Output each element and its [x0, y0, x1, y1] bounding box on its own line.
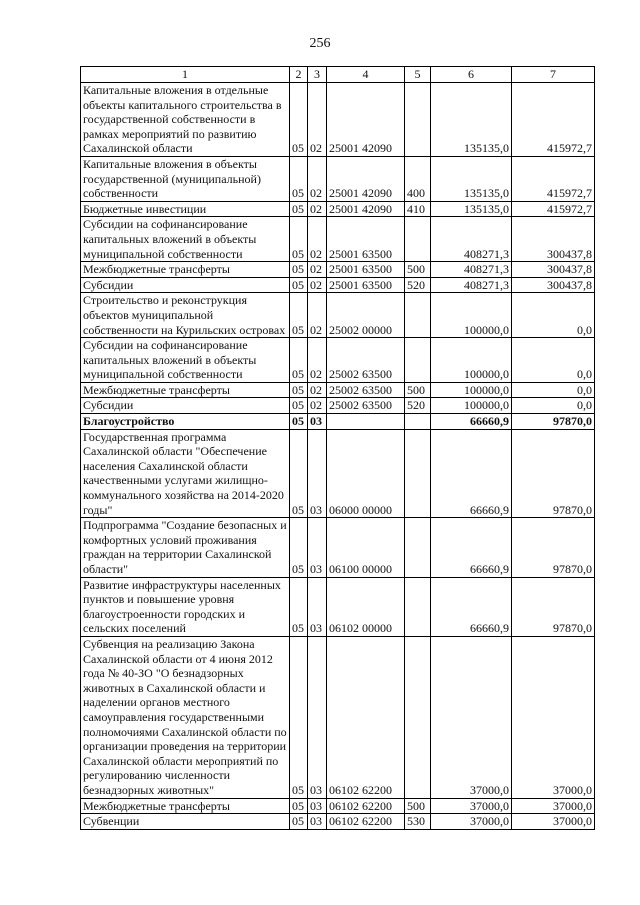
subsection-code-cell: 02	[308, 83, 327, 157]
amount-col6-cell: 135135,0	[431, 201, 512, 217]
table-row	[81, 382, 595, 398]
expense-type-cell	[405, 429, 431, 518]
section-code-cell: 05	[290, 277, 308, 293]
expense-type-cell: 500	[405, 798, 431, 814]
amount-col7-cell: 415972,7	[512, 201, 595, 217]
section-code-cell: 05	[290, 338, 308, 383]
amount-col7-cell: 37000,0	[512, 814, 595, 830]
expense-type-cell	[405, 636, 431, 798]
target-article-cell: 25001 42090	[327, 83, 405, 157]
row-name-cell: Благоустройство	[81, 414, 290, 430]
header-cell: 7	[512, 67, 595, 83]
table-row	[81, 414, 595, 430]
amount-col6-cell: 408271,3	[431, 277, 512, 293]
subsection-code-cell: 02	[308, 382, 327, 398]
table-row	[81, 798, 595, 814]
table-row	[81, 293, 595, 338]
subsection-code-cell: 03	[308, 429, 327, 518]
section-code-cell: 05	[290, 414, 308, 430]
section-code-cell: 05	[290, 156, 308, 201]
expense-type-cell: 520	[405, 398, 431, 414]
section-code-cell: 05	[290, 201, 308, 217]
header-cell: 6	[431, 67, 512, 83]
header-cell: 1	[81, 67, 290, 83]
expense-type-cell	[405, 338, 431, 383]
subsection-code-cell: 02	[308, 277, 327, 293]
target-article-cell: 06102 00000	[327, 577, 405, 636]
table-row	[81, 398, 595, 414]
section-code-cell: 05	[290, 382, 308, 398]
section-code-cell: 05	[290, 636, 308, 798]
amount-col7-cell: 300437,8	[512, 277, 595, 293]
section-code-cell: 05	[290, 518, 308, 577]
page-number: 256	[309, 36, 331, 51]
expense-type-cell: 400	[405, 156, 431, 201]
subsection-code-cell: 02	[308, 156, 327, 201]
expense-type-cell: 410	[405, 201, 431, 217]
amount-col7-cell: 37000,0	[512, 798, 595, 814]
table-row	[81, 636, 595, 798]
amount-col6-cell: 100000,0	[431, 382, 512, 398]
row-name-cell: Развитие инфраструктуры населенных пунктов и повышение уровня благоустроенности городских и сельских поселений	[81, 577, 290, 636]
expense-type-cell	[405, 577, 431, 636]
expense-type-cell: 520	[405, 277, 431, 293]
expense-type-cell	[405, 518, 431, 577]
subsection-code-cell: 02	[308, 398, 327, 414]
target-article-cell: 25001 42090	[327, 201, 405, 217]
amount-col6-cell: 100000,0	[431, 398, 512, 414]
target-article-cell: 06102 62200	[327, 814, 405, 830]
amount-col7-cell: 97870,0	[512, 577, 595, 636]
expense-type-cell: 530	[405, 814, 431, 830]
subsection-code-cell: 03	[308, 518, 327, 577]
target-article-cell: 06000 00000	[327, 429, 405, 518]
expense-type-cell: 500	[405, 262, 431, 278]
section-code-cell: 05	[290, 398, 308, 414]
target-article-cell: 25002 00000	[327, 293, 405, 338]
target-article-cell: 06102 62200	[327, 636, 405, 798]
table-header-row	[81, 67, 595, 83]
amount-col6-cell: 100000,0	[431, 293, 512, 338]
subsection-code-cell: 03	[308, 636, 327, 798]
row-name-cell: Субсидии	[81, 277, 290, 293]
row-name-cell: Межбюджетные трансферты	[81, 382, 290, 398]
subsection-code-cell: 03	[308, 577, 327, 636]
row-name-cell: Государственная программа Сахалинской области "Обеспечение населения Сахалинской области качественными услугами жилищно-коммунального хозяйства на 2014-2020 годы"	[81, 429, 290, 518]
section-code-cell: 05	[290, 814, 308, 830]
amount-col7-cell: 97870,0	[512, 414, 595, 430]
target-article-cell: 06100 00000	[327, 518, 405, 577]
amount-col6-cell: 408271,3	[431, 262, 512, 278]
header-cell: 5	[405, 67, 431, 83]
row-name-cell: Капитальные вложения в объекты государственной (муниципальной) собственности	[81, 156, 290, 201]
table-row	[81, 577, 595, 636]
header-cell: 2	[290, 67, 308, 83]
target-article-cell: 25001 63500	[327, 277, 405, 293]
amount-col6-cell: 66660,9	[431, 577, 512, 636]
section-code-cell: 05	[290, 217, 308, 262]
target-article-cell: 25002 63500	[327, 338, 405, 383]
expense-type-cell: 500	[405, 382, 431, 398]
expense-type-cell	[405, 217, 431, 262]
amount-col7-cell: 300437,8	[512, 262, 595, 278]
target-article-cell: 06102 62200	[327, 798, 405, 814]
amount-col6-cell: 37000,0	[431, 798, 512, 814]
table-row	[81, 83, 595, 157]
row-name-cell: Бюджетные инвестиции	[81, 201, 290, 217]
section-code-cell: 05	[290, 293, 308, 338]
section-code-cell: 05	[290, 262, 308, 278]
amount-col7-cell: 0,0	[512, 398, 595, 414]
subsection-code-cell: 02	[308, 201, 327, 217]
amount-col6-cell: 100000,0	[431, 338, 512, 383]
header-cell: 4	[327, 67, 405, 83]
row-name-cell: Субвенция на реализацию Закона Сахалинской области от 4 июня 2012 года № 40-ЗО "О безнадзорных животных в Сахалинской области и наделении органов местного самоуправления государственными полномочиями Сахалинской области по организации проведения на территории Сахалинской области мероприятий по регулированию численности безнадзорных животных"	[81, 636, 290, 798]
table-row	[81, 277, 595, 293]
row-name-cell: Межбюджетные трансферты	[81, 798, 290, 814]
subsection-code-cell: 03	[308, 814, 327, 830]
subsection-code-cell: 03	[308, 414, 327, 430]
expense-type-cell	[405, 293, 431, 338]
expense-type-cell	[405, 83, 431, 157]
amount-col6-cell: 408271,3	[431, 217, 512, 262]
table-body	[81, 83, 595, 830]
amount-col6-cell: 37000,0	[431, 814, 512, 830]
table-row	[81, 338, 595, 383]
target-article-cell	[327, 414, 405, 430]
amount-col7-cell: 415972,7	[512, 156, 595, 201]
row-name-cell: Подпрограмма "Создание безопасных и комфортных условий проживания граждан на территории Сахалинской области"	[81, 518, 290, 577]
target-article-cell: 25002 63500	[327, 382, 405, 398]
table-row	[81, 814, 595, 830]
row-name-cell: Субсидии на софинансирование капитальных вложений в объекты муниципальной собственности	[81, 217, 290, 262]
amount-col7-cell: 300437,8	[512, 217, 595, 262]
amount-col7-cell: 97870,0	[512, 429, 595, 518]
section-code-cell: 05	[290, 83, 308, 157]
amount-col6-cell: 135135,0	[431, 156, 512, 201]
amount-col6-cell: 66660,9	[431, 429, 512, 518]
table-row	[81, 217, 595, 262]
row-name-cell: Строительство и реконструкция объектов муниципальной собственности на Курильских островах	[81, 293, 290, 338]
subsection-code-cell: 02	[308, 293, 327, 338]
section-code-cell: 05	[290, 798, 308, 814]
row-name-cell: Субсидии на софинансирование капитальных вложений в объекты муниципальной собственности	[81, 338, 290, 383]
target-article-cell: 25001 63500	[327, 217, 405, 262]
subsection-code-cell: 02	[308, 262, 327, 278]
subsection-code-cell: 02	[308, 217, 327, 262]
amount-col6-cell: 66660,9	[431, 518, 512, 577]
table-row	[81, 429, 595, 518]
amount-col7-cell: 0,0	[512, 382, 595, 398]
target-article-cell: 25002 63500	[327, 398, 405, 414]
header-cell: 3	[308, 67, 327, 83]
table-row	[81, 518, 595, 577]
amount-col6-cell: 37000,0	[431, 636, 512, 798]
row-name-cell: Субвенции	[81, 814, 290, 830]
table-row	[81, 201, 595, 217]
amount-col7-cell: 415972,7	[512, 83, 595, 157]
section-code-cell: 05	[290, 429, 308, 518]
table-row	[81, 156, 595, 201]
amount-col7-cell: 97870,0	[512, 518, 595, 577]
amount-col6-cell: 66660,9	[431, 414, 512, 430]
target-article-cell: 25001 63500	[327, 262, 405, 278]
table-row	[81, 262, 595, 278]
amount-col7-cell: 0,0	[512, 293, 595, 338]
subsection-code-cell: 02	[308, 338, 327, 383]
amount-col6-cell: 135135,0	[431, 83, 512, 157]
amount-col7-cell: 37000,0	[512, 636, 595, 798]
row-name-cell: Капитальные вложения в отдельные объекты капитального строительства в государственной собственности в рамках мероприятий по развитию Сахалинской области	[81, 83, 290, 157]
expense-type-cell	[405, 414, 431, 430]
row-name-cell: Межбюджетные трансферты	[81, 262, 290, 278]
amount-col7-cell: 0,0	[512, 338, 595, 383]
row-name-cell: Субсидии	[81, 398, 290, 414]
subsection-code-cell: 03	[308, 798, 327, 814]
budget-table	[80, 66, 595, 830]
section-code-cell: 05	[290, 577, 308, 636]
target-article-cell: 25001 42090	[327, 156, 405, 201]
